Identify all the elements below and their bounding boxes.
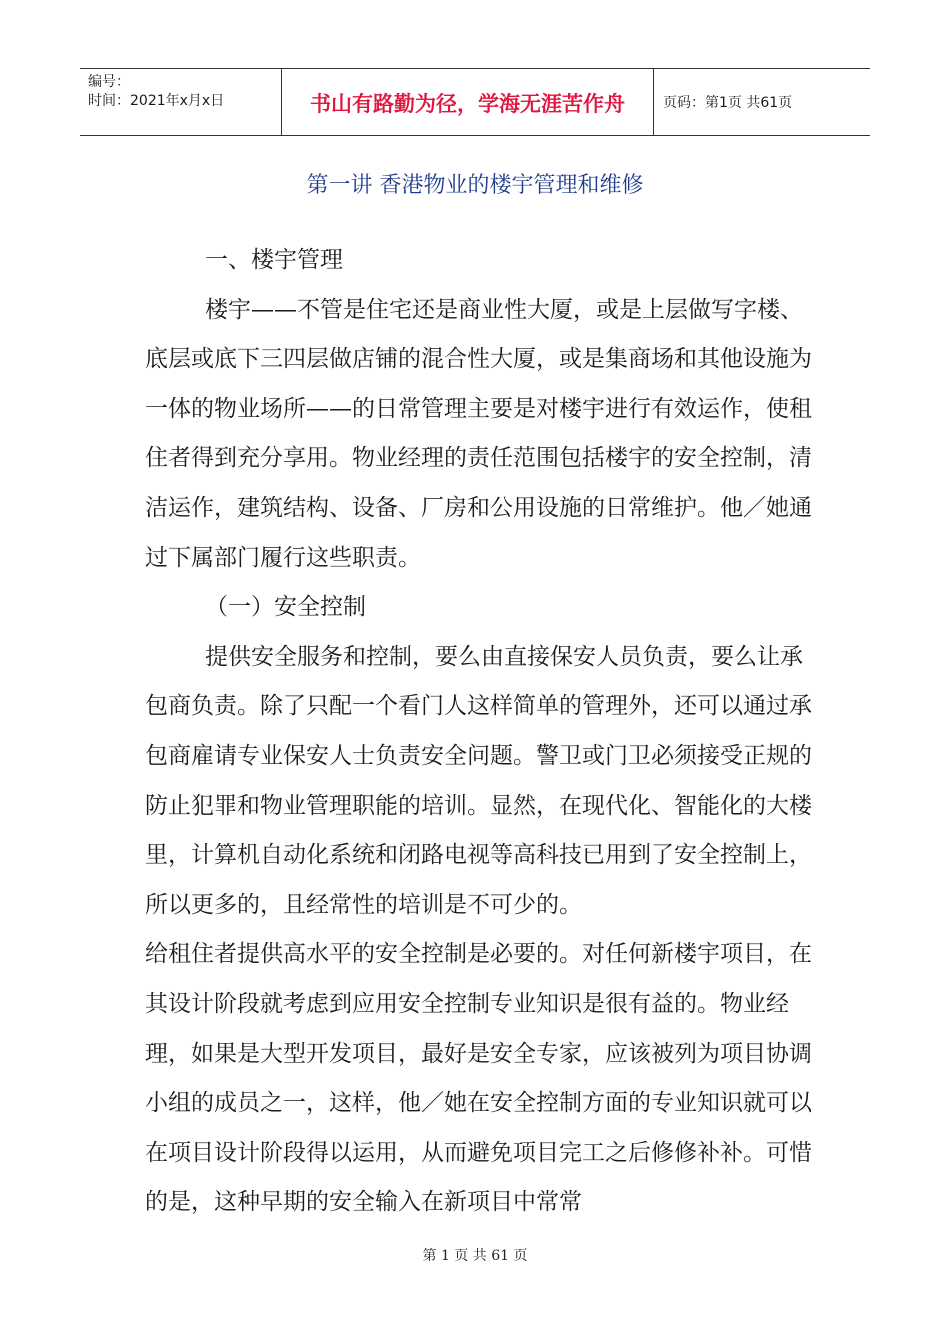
body-paragraph: 提供安全服务和控制，要么由直接保安人员负责，要么让承包商负责。除了只配一个看门人这样简单的管理外，还可以通过承包商雇请专业保安人士负责安全问题。警卫或门卫必须接受正规的防止犯罪和物业管理职能的培训。显然，在现代化、智能化的大楼里，计算机自动化系统和闭路电视等高科技已用到了安全控制上，所以更多的，且经常性的培训是不可少的。 (145, 643, 812, 918)
body-paragraph: 楼宇——不管是住宅还是商业性大厦，或是上层做写字楼、底层或底下三四层做店铺的混合性大厦，或是集商场和其他设施为一体的物业场所——的日常管理主要是对楼宇进行有效运作，使租住者得到充分享用。物业经理的责任范围包括楼宇的安全控制，清洁运作，建筑结构、设备、厂房和公用设施的日常维护。他／她通过下属部门履行这些职责。 (145, 296, 812, 571)
subsection-heading: （一）安全控制 (205, 594, 366, 621)
page-footer: 第 1 页 共 61 页 (422, 1248, 528, 1264)
section-heading: 一、楼宇管理 (205, 247, 343, 273)
body-paragraph: 给租住者提供高水平的安全控制是必要的。对任何新楼宇项目，在其设计阶段就考虑到应用安全控制专业知识是很有益的。物业经理，如果是大型开发项目，最好是安全专家，应该被列为项目协调小组的成员之一，这样，他／她在安全控制方面的专业知识就可以在项目设计阶段得以运用，从而避免项目完工之后修修补补。可惜的是，这种早期的安全输入在新项目中常常 (145, 941, 812, 1216)
document-body (145, 236, 815, 1228)
header-motto-cell (282, 69, 654, 135)
date-line: 时间：2021年x月x日 (88, 93, 225, 109)
header-page-cell (654, 69, 870, 135)
header-meta-cell (80, 69, 282, 135)
motto-text: 书山有路勤为径，学海无涯苦作舟 (310, 92, 625, 116)
page-info: 页码：第1页 共61页 (663, 95, 793, 111)
document-title: 第一讲 香港物业的楼宇管理和维修 (306, 173, 644, 198)
number-label: 编号： (88, 74, 130, 90)
document-header (80, 68, 870, 136)
